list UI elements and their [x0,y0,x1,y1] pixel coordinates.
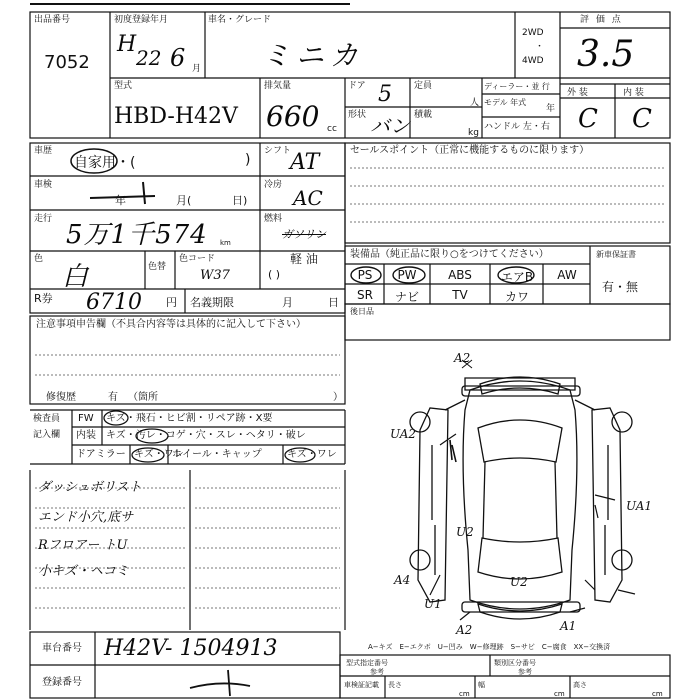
inspector-fw-text: キズ・飛石・ヒビ割・リペア跡・X要 [106,413,273,424]
diagram-mark-ua1: UA1 [626,499,653,513]
model-label: 型式 [114,81,133,91]
displacement-value: 660 [266,100,320,133]
type-designation-label: 型式指定番号 [346,659,388,667]
car-damage-diagram [390,350,670,640]
ac-value: AC [293,186,323,210]
chassis-number: H42V- 1504913 [104,636,278,661]
month-unit: 月 [192,64,202,74]
equip-sr: SR [357,288,373,302]
doors-value: 5 [378,82,392,107]
category-code-label: 類別区分番号 [494,659,536,667]
capacity-unit: 人 [470,98,480,108]
mileage-unit: km [220,239,231,247]
handle-label: ハンドル 左・右 [484,122,550,132]
height-label: 高さ [573,681,587,689]
inspection-day: 日) [232,194,248,207]
handwritten-note-4: 小キズ・ヘコミ [38,564,129,579]
displacement-label: 排気量 [264,81,292,91]
model-year-label: モデル 年式 [484,98,527,107]
inspection-scribble [85,178,165,206]
equip-aw: AW [557,268,577,282]
repair-close: ） [333,392,343,403]
inspector-interior: 内装 [76,430,96,441]
dealer-label: ディーラー・並 行 [484,82,550,91]
load-unit: kg [468,128,479,138]
score-label: 評 価 点 [580,15,623,25]
listing-no-label: 出品番号 [34,15,71,25]
fuel-light-oil: 軽 油 [290,252,318,266]
equipment-circle-marks [350,264,550,286]
interior-grade: C [632,104,652,134]
chassis-label: 車台番号 [42,643,82,654]
diagram-mark-u2-bottom: U2 [510,575,528,589]
repair-label: 修復歴 [46,392,76,403]
fuel-paren: ( ) [268,268,281,281]
equip-ps: PS [357,268,373,282]
reg-year: 22 [136,46,162,70]
diagram-mark-a2-top: A2 [454,351,471,365]
height-unit: cm [652,690,663,698]
shift-value: AT [290,150,320,175]
equipment-label: 装備品（純正品に限り○をつけてください） [350,249,549,260]
recycle-fee: 6710 [86,290,142,315]
exterior-label: 外 装 [567,88,588,98]
damage-legend: A−キズ E−エクボ U−凹み W−修理跡 S−サビ C−腐食 XX−交換済 [368,643,611,651]
drive-4wd: 4WD [522,56,544,66]
diagram-mark-ua2: UA2 [390,427,417,441]
listing-no: 7052 [44,52,90,73]
equip-abs: ABS [448,268,472,282]
doors-label: ドア [348,81,366,91]
mileage-label: 走行 [34,214,53,224]
handwritten-note-3: Rフロアー トU [38,538,128,553]
name-change-day: 日 [328,296,339,309]
recycle-label: R券 [34,292,53,305]
drive-dot: ・ [535,42,545,52]
inspector-label-2: 記入欄 [33,430,61,440]
category-label: 車歴 [34,146,53,156]
inspector-interior-text: キズ・汚レ・コゲ・穴・スレ・ヘタリ・破レ [106,430,306,441]
aftermarket-label: 後日品 [350,307,374,316]
shape-label: 形状 [348,110,367,120]
first-reg-label: 初度登録年月 [114,15,169,25]
handwritten-note-2: エンド小穴,底サ [38,510,134,525]
interior-label: 内 装 [623,88,644,98]
mileage-value: 5万1千574 [66,220,208,250]
diagram-mark-a2-bottom: A2 [456,623,473,637]
category-close: ) [245,152,251,168]
capacity-label: 定員 [414,81,433,91]
score-value: 3.5 [577,34,635,75]
equip-navi: ナビ [394,290,419,304]
reg-no-label: 登録番号 [42,677,82,688]
load-label: 積載 [414,110,433,120]
model-code: HBD-H42V [114,104,238,129]
inspector-door-mirror: ドアミラー [76,449,126,460]
width-label: 幅 [478,681,485,689]
length-label: 長さ [388,681,402,689]
equip-leather: カワ [504,290,529,304]
diagram-mark-u1: U1 [424,597,442,611]
color-code-value: W37 [200,268,230,283]
inspection-month: 月( [176,194,192,207]
color-label: 色 [34,254,44,264]
equip-airbag: エアB [500,270,534,284]
inspector-wheel: ホイール・キャップ [172,449,262,460]
yen-unit: 円 [166,296,177,309]
color-change-label: 色替 [148,262,167,272]
fuel-label: 燃料 [264,214,283,224]
equip-pw: PW [397,268,417,282]
repair-paren: （箇所 [128,392,158,403]
width-unit: cm [554,690,565,698]
new-car-warranty-value: 有・無 [602,280,639,294]
handwritten-note-1: ダッシュボリスト [38,480,142,495]
equip-tv: TV [452,288,468,302]
inspector-door-mirror-opts: キズ・ワレ [134,449,184,460]
drive-2wd: 2WD [522,28,544,38]
era-letter: H [117,32,137,57]
sales-points-label: セールスポイント（正常に機能するものに限ります） [350,145,590,156]
shift-label: シフト [264,146,292,156]
notes-label: 注意事項申告欄（不具合内容等は具体的に記入して下さい） [36,319,306,330]
category-circle-mark [68,146,120,176]
diagram-mark-a4: A4 [394,573,411,587]
length-unit: cm [459,690,470,698]
shape-value: バン [370,114,410,138]
inspector-label-1: 検査員 [33,414,61,424]
year-unit: 年 [546,104,556,114]
reg-month: 6 [170,44,186,72]
diagram-mark-a1: A1 [560,619,577,633]
fuel-gasoline: ガソリン [282,228,326,241]
exterior-grade: C [578,104,598,134]
type-designation-ref: 参考 [370,668,384,676]
category-value: 自家用・( [74,155,136,171]
new-car-warranty-label: 新車保証書 [596,250,636,259]
repair-value: 有 [108,392,118,403]
dims-label: 車検証記載 [344,681,379,689]
diagram-mark-u2-left: U2 [456,525,474,539]
inspector-circle-marks [100,410,340,464]
car-name: ミニカ [262,39,365,72]
inspector-fw: FW [78,413,94,424]
displacement-unit: cc [327,124,337,134]
inspection-year: 年 [115,194,126,207]
category-code-ref: 参考 [518,668,532,676]
inspection-label: 車検 [34,180,53,190]
color-code-label: 色コード [179,254,216,264]
ac-label: 冷房 [264,180,283,190]
color-value: 白 [62,262,89,292]
name-grade-label: 車名・グレード [208,15,272,25]
reg-no-scribble [180,668,270,698]
inspector-wheel-opts: キズ・ワレ [287,449,337,460]
name-change-month: 月 [282,296,293,309]
name-change-label: 名義期限 [190,296,234,309]
